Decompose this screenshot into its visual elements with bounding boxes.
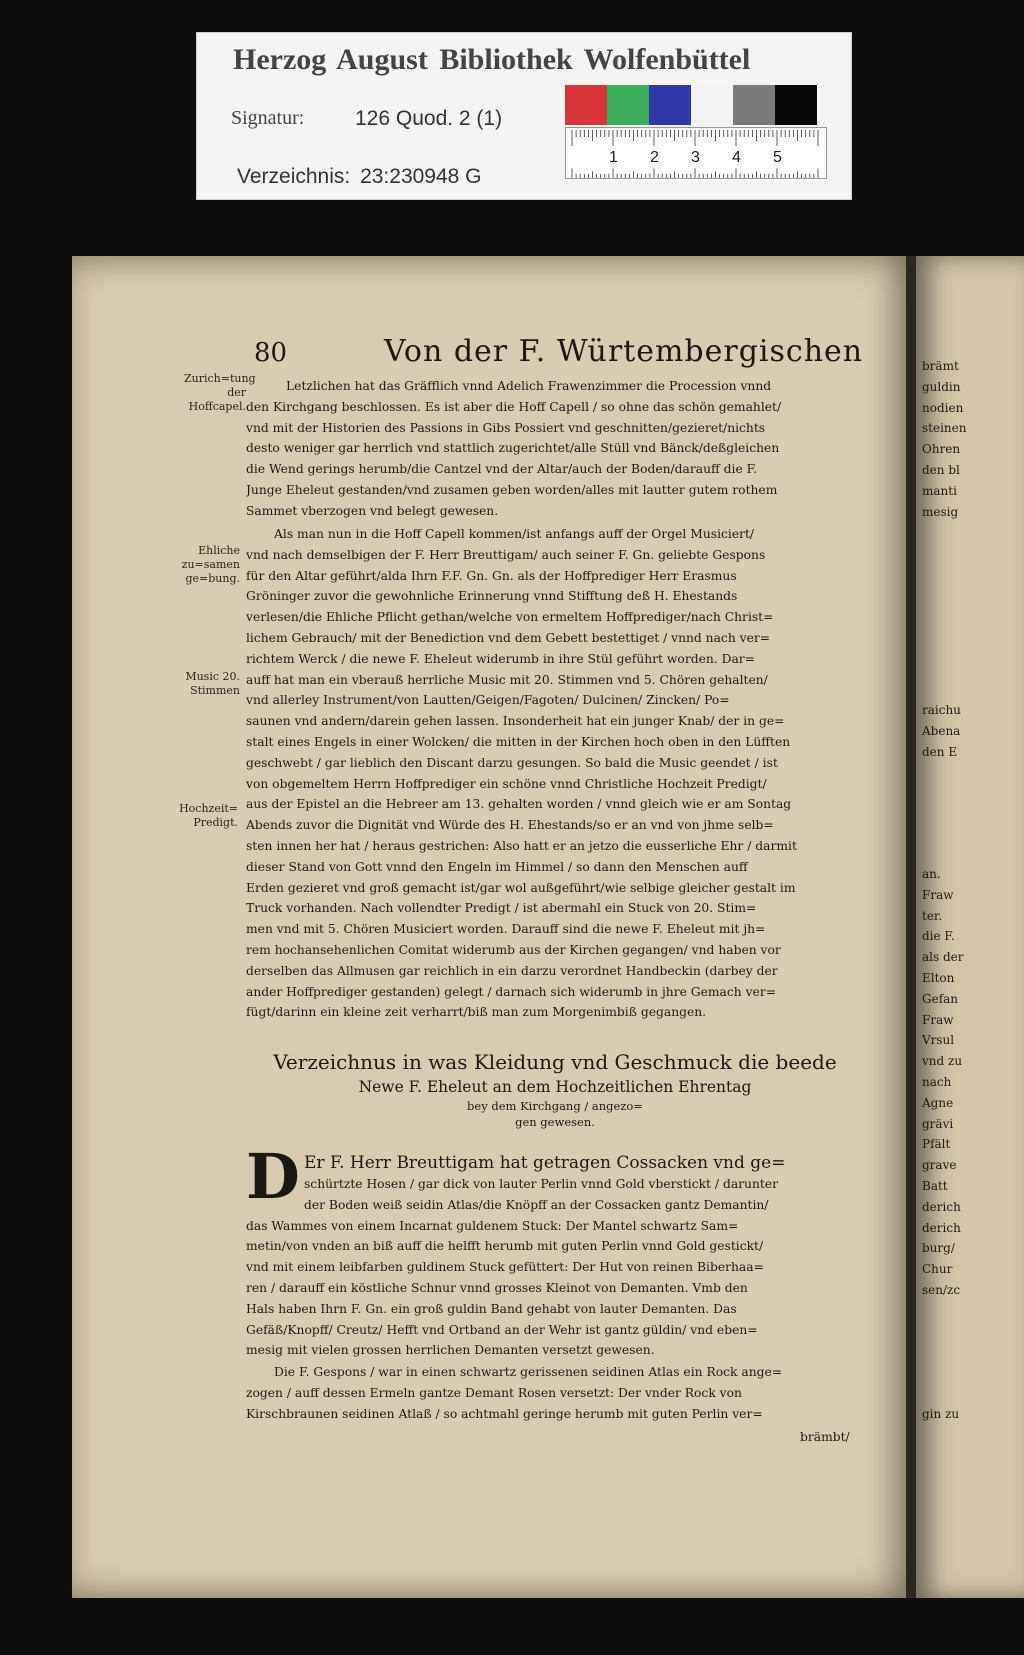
text-line: vnd mit einem leibfarben guldinem Stuck gefüttert: Der Hut von reinen Biberhaa=: [246, 1260, 764, 1275]
text-line: schürtzte Hosen / gar dick von lauter Perlin vnnd Gold vberstickt / darunter: [304, 1177, 778, 1191]
right-page-line: brämt: [922, 359, 959, 373]
text-line: aus der Epistel an die Hebreer am 13. gehalten worden / vnnd gleich wie er am Sontag: [246, 797, 792, 812]
drop-cap: D: [246, 1140, 300, 1213]
right-page-line: Abena: [922, 723, 961, 738]
right-page-line: sen/zc: [922, 1282, 961, 1297]
running-title: Von der F. Würtembergischen: [384, 334, 864, 369]
verzeichnis: [233, 165, 482, 189]
text-line: auff hat man ein vberauß herrliche Music mit 20. Stimmen vnd 5. Chören gehalten/: [246, 672, 768, 687]
right-page-line: raichu: [922, 703, 961, 717]
right-page-line: die F.: [922, 929, 955, 944]
color-swatch-2: [649, 85, 691, 125]
right-page-line: nodien: [922, 400, 964, 415]
right-page-line: Elton: [922, 970, 955, 985]
paragraph-4: [246, 1362, 866, 1424]
scale-number: 1: [609, 149, 618, 166]
right-page-line: den E: [922, 744, 958, 759]
right-page-line: mesig: [922, 504, 959, 519]
text-line: von obgemeltem Herrn Hoffprediger ein schöne vnnd Christliche Hochzeit Predigt/: [246, 776, 767, 791]
text-line: saunen vnd andern/darein gehen lassen. Insonderheit hat ein junger Knab/ der in ge=: [246, 714, 785, 729]
text-line: derselben das Allmusen gar reichlich in ein darzu verordnet Handbeckin (darbey der: [246, 963, 778, 978]
text-line: Die F. Gespons / war in einen schwartz gerissenen seidinen Atlas ein Rock ange=: [274, 1365, 783, 1379]
text-line: Er F. Herr Breuttigam hat getragen Cossacken vnd ge=: [304, 1153, 786, 1173]
text-line: Letzlichen hat das Gräfflich vnnd Adelich Frawenzimmer die Procession vnnd: [286, 379, 772, 393]
right-page-line: Agne: [922, 1095, 954, 1110]
right-page-line: an.: [922, 867, 941, 881]
section-title-line-2: Newe F. Eheleut an dem Hochzeitlichen Ehrentag: [358, 1078, 752, 1096]
right-page-line: burg/: [922, 1241, 955, 1256]
text-line: metin/von vnden an biß auff die helfft herumb mit guten Perlin vnnd Gold gestickt/: [246, 1239, 764, 1254]
signatur-value: 126 Quod. 2 (1): [355, 107, 503, 130]
text-line: zogen / auff dessen Ermeln gantze Demant Rosen versetzt: Der vnder Rock von: [246, 1385, 742, 1400]
right-page-line: den bl: [922, 462, 960, 477]
text-line: vnd nach demselbigen der F. Herr Breuttigam/ auch seiner F. Gn. geliebte Gespons: [246, 547, 766, 562]
paragraph-3: [246, 1152, 866, 1361]
text-line: stalt eines Engels in einer Wolcken/ die mitten in der Kirchen hoch oben in den Lüfften: [246, 734, 791, 749]
right-page-line: Pfält: [922, 1137, 951, 1152]
right-page-line: grave: [922, 1158, 957, 1173]
right-page-line: derich: [922, 1220, 961, 1235]
color-swatch-5: [775, 85, 817, 125]
text-line: Als man nun in die Hoff Capell kommen/ist anfangs auff der Orgel Musiciert/: [274, 527, 755, 541]
color-swatch-1: [607, 85, 649, 125]
right-page-last-line: gin zu: [922, 1407, 960, 1421]
right-page-line: nach: [922, 1074, 952, 1089]
right-page-line: guldin: [922, 379, 961, 394]
text-line: für den Altar geführt/alda Ihrn F.F. Gn. Gn. als der Hoffprediger Herr Erasmus: [246, 568, 737, 583]
scale-number: 3: [691, 149, 700, 166]
verzeichnis-label: Verzeichnis:: [237, 165, 351, 188]
text-line: geschwebt / gar lieblich den Discant darzu gesungen. So bald die Music geendet / ist: [246, 755, 778, 770]
text-line: dieser Stand von Gott vnnd den Engeln im Himmel / so dann den Menschen auff: [246, 859, 748, 874]
color-swatch-0: [565, 85, 607, 125]
text-line: mesig mit vielen grossen herrlichen Demanten versetzt gewesen.: [246, 1343, 655, 1358]
text-line: lichem Gebrauch/ mit der Benediction vnd dem Gebett bestettiget / vnnd nach ver=: [246, 630, 771, 645]
text-line: rem hochansehenlichen Comitat widerumb aus der Kirchen gegangen/ vnd haben vor: [246, 942, 781, 957]
text-line: verlesen/die Ehliche Pflicht gethan/welche von ermeltem Hoffprediger/nach Christ=: [246, 610, 774, 625]
library-card: [196, 32, 852, 200]
text-line: Truck vorhanden. Nach vollendter Predigt / ist abermahl ein Stuck von 20. Stim=: [246, 901, 757, 916]
text-line: der Boden weiß seidin Atlas/die Knöpff an der Cossacken gantz Demantin/: [304, 1197, 769, 1212]
margin-note-3: Music 20. Stimmen: [185, 670, 240, 697]
section-heading: [250, 1048, 860, 1130]
text-line: die Wend gerings herumb/die Cantzel vnd der Altar/auch der Boden/darauff die F.: [246, 462, 758, 477]
section-title-line-4: gen gewesen.: [515, 1115, 595, 1129]
text-line: Erden gezieret vnd groß gemacht ist/gar wol außgeführt/wie selbige gleicher gestalt im: [246, 880, 796, 895]
color-swatch-3: [691, 85, 733, 125]
text-line: fügt/darinn ein kleine zeit verharrt/biß man zum Morgenimbiß gegangen.: [246, 1005, 707, 1020]
color-swatch-4: [733, 85, 775, 125]
scale-number: 2: [650, 149, 659, 166]
text-line: ander Hoffprediger gestanden) gelegt / darnach sich widerumb in jhre Gemach ver=: [246, 984, 777, 999]
color-swatches: [565, 85, 817, 125]
right-page: [916, 256, 1024, 1598]
right-page-line: Batt: [922, 1178, 948, 1193]
right-page-line: Gefan: [922, 991, 959, 1006]
right-page-line: Fraw: [922, 1012, 954, 1027]
right-page-line: manti: [922, 483, 957, 498]
right-page-line: als der: [922, 950, 964, 965]
scale-number: 4: [732, 149, 741, 166]
text-line: sten innen her hat / heraus gestrichen: Also hatt er an jetzo die eusserliche Ehr / darmit: [246, 838, 797, 853]
page-number: 80: [254, 338, 288, 368]
right-page-line: vnd zu: [922, 1054, 963, 1069]
right-page-line: ter.: [922, 908, 943, 923]
text-line: Abends zuvor die Dignität vnd Würde des H. Ehestands/so er an vnd von jhme selb=: [246, 818, 774, 833]
scale-number: 5: [773, 149, 782, 166]
right-page-line: Ohren: [922, 442, 961, 457]
text-line: Kirschbraunen seidinen Atlaß / so achtmahl geringe herumb mit guten Perlin ver=: [246, 1406, 763, 1421]
right-page-line: grävi: [922, 1116, 954, 1131]
text-line: Hals haben Ihrn F. Gn. ein groß guldin Band gehabt von lauter Demanten. Das: [246, 1301, 737, 1316]
section-title-line-1: Verzeichnus in was Kleidung vnd Geschmuck die beede: [273, 1050, 837, 1074]
right-page-lines-top: [922, 356, 966, 522]
paragraph-2: [246, 524, 866, 1023]
ruler-scale: [565, 127, 827, 179]
text-line: Sammet vberzogen vnd belegt gewesen.: [246, 503, 499, 518]
right-page-lines-bottom: [922, 864, 963, 1301]
signatur-label: Signatur:: [231, 107, 305, 129]
margin-note-1: Zurich=tung der Hoffcapel.: [184, 372, 256, 413]
margin-note-2: Ehliche zu=samen ge=bung.: [181, 544, 240, 585]
text-line: Gröninger zuvor die gewohnliche Erinnerung vnnd Stifftung deß H. Ehestands: [246, 589, 738, 604]
text-line: vnd allerley Instrument/von Lautten/Geigen/Fagoten/ Dulcinen/ Zincken/ Po=: [246, 693, 730, 708]
right-page-line: steinen: [922, 421, 967, 436]
text-line: Junge Eheleut gestanden/vnd zusamen geben worden/alles mit lautter gutem rothem: [246, 482, 778, 497]
text-line: desto weniger gar herrlich vnd stattlich zugerichtet/alle Stüll vnd Bänck/deßgleichen: [246, 441, 780, 456]
right-page-line: Chur: [922, 1262, 953, 1277]
right-page-line: Vrsul: [922, 1033, 955, 1048]
margin-note-4: Hochzeit= Predigt.: [179, 802, 238, 829]
verzeichnis-value: 23:230948 G: [360, 165, 482, 188]
right-page-line: Fraw: [922, 887, 954, 902]
right-page-lines-mid: [922, 700, 961, 762]
text-line: das Wammes von einem Incarnat guldenem Stuck: Der Mantel schwartz Sam=: [246, 1218, 739, 1233]
section-title-line-3: bey dem Kirchgang / angezo=: [467, 1099, 643, 1113]
text-line: den Kirchgang beschlossen. Es ist aber die Hoff Capell / so ohne das schön gemahlet/: [246, 399, 782, 414]
right-page-line: derich: [922, 1199, 961, 1214]
text-line: richtem Werck / die newe F. Eheleut widerumb in ihre Stül geführt worden. Dar=: [246, 651, 755, 666]
text-line: ren / darauff ein köstliche Schnur vnnd grosses Kleinot von Demanten. Vmb den: [246, 1280, 748, 1295]
text-line: vnd mit der Historien des Passions in Gibs Possiert vnd geschnitten/gezieret/nichts: [246, 420, 766, 435]
text-line: Gefäß/Knopff/ Creutz/ Hefft vnd Ortband an der Wehr ist gantz güldin/ vnd eben=: [246, 1322, 758, 1337]
catchword: brämbt/: [800, 1430, 850, 1444]
text-line: men vnd mit 5. Chören Musiciert worden. Darauff sind die newe F. Eheleut mit jh=: [246, 922, 766, 937]
library-name: Herzog August Bibliothek Wolfenbüttel: [233, 43, 751, 76]
paragraph-1: [246, 376, 866, 522]
